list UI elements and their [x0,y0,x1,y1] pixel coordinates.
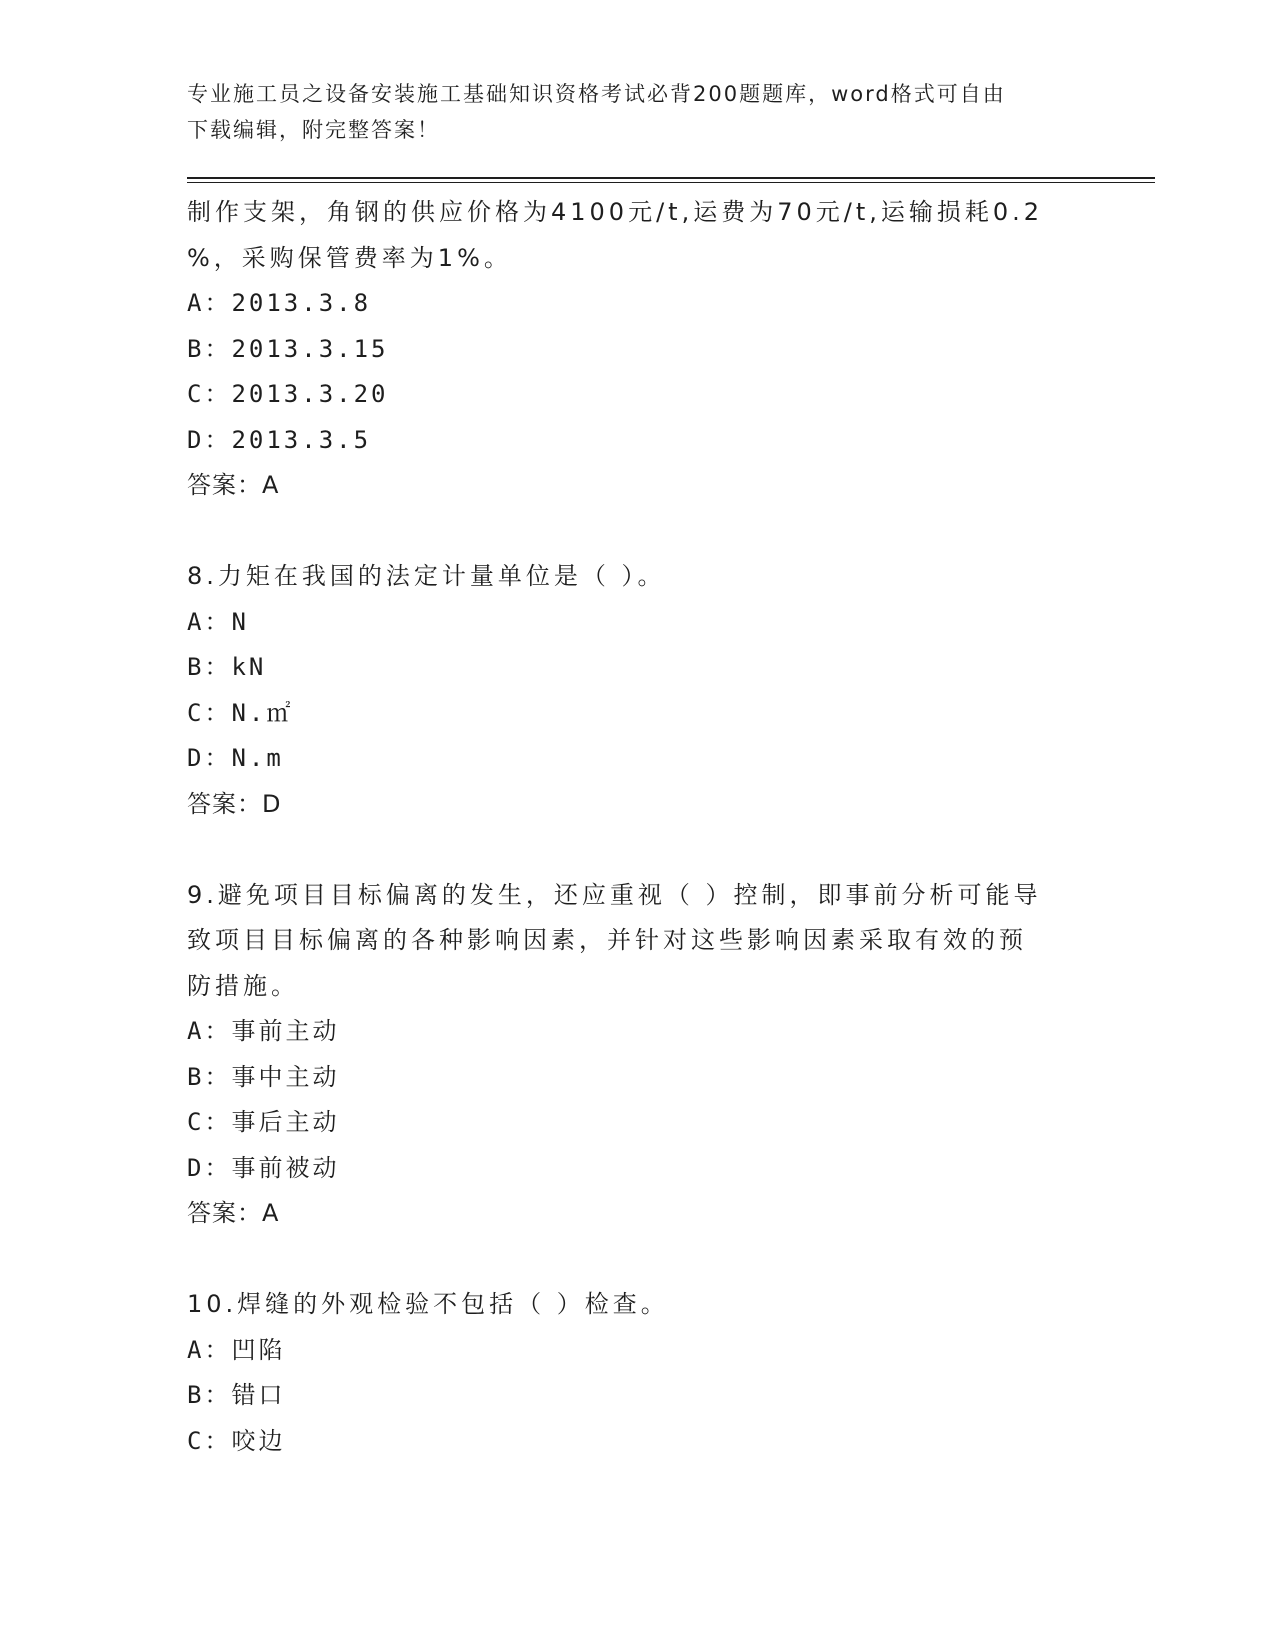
question-9-text-line-1: 9.避免项目目标偏离的发生，还应重视（ ）控制，即事前分析可能导 [187,880,1042,909]
question-7-text-line-2: %，采购保管费率为1%。 [187,243,512,272]
spacer [187,1237,1087,1283]
header-rule-thick [187,177,1155,179]
question-7-option-b: B：2013.3.15 [187,334,389,363]
question-7-option-d: D：2013.3.5 [187,425,372,454]
question-9-option-d: D：事前被动 [187,1153,340,1182]
question-8-answer: 答案：D [187,789,282,818]
question-9-text-line-3: 防措施。 [187,971,299,1000]
header-line-1: 专业施工员之设备安装施工基础知识资格考试必背200题题库，word格式可自由 [187,82,1006,106]
question-7-text-line-1: 制作支架，角钢的供应价格为4100元/t,运费为70元/t,运输损耗0.2 [187,198,1044,226]
question-content [187,190,1087,1464]
question-7-option-a: A：2013.3.8 [187,289,372,317]
spacer [187,509,1087,555]
spacer [187,827,1087,873]
question-8-option-b: B：kN [187,653,267,681]
question-9-option-a: A：事前主动 [187,1017,340,1045]
header-rule-thin [187,182,1155,183]
question-7-option-c: C：2013.3.20 [187,380,389,408]
question-8-option-c: C：N.㎡ [187,698,294,727]
question-8-option-a: A：N [187,607,249,636]
question-10 [187,1282,1087,1464]
question-10-text-line-1: 10.焊缝的外观检验不包括（ ）检查。 [187,1290,669,1318]
question-8-text-line-1: 8.力矩在我国的法定计量单位是（ ）。 [187,562,666,590]
question-9-option-c: C：事后主动 [187,1108,340,1136]
header-line-2: 下载编辑，附完整答案！ [187,118,440,142]
question-9-option-b: B：事中主动 [187,1062,340,1091]
question-7-answer: 答案：A [187,471,280,499]
question-7 [187,190,1087,509]
question-10-option-a: A：凹陷 [187,1335,286,1364]
question-9-answer: 答案：A [187,1199,280,1227]
question-10-option-b: B：错口 [187,1381,286,1409]
question-8 [187,554,1087,827]
question-9-text-line-2: 致项目目标偏离的各种影响因素，并针对这些影响因素采取有效的预 [187,926,1027,954]
document-header [187,76,1067,148]
question-9 [187,873,1087,1237]
question-10-option-c: C：咬边 [187,1426,286,1455]
question-8-option-d: D：N.m [187,744,284,772]
